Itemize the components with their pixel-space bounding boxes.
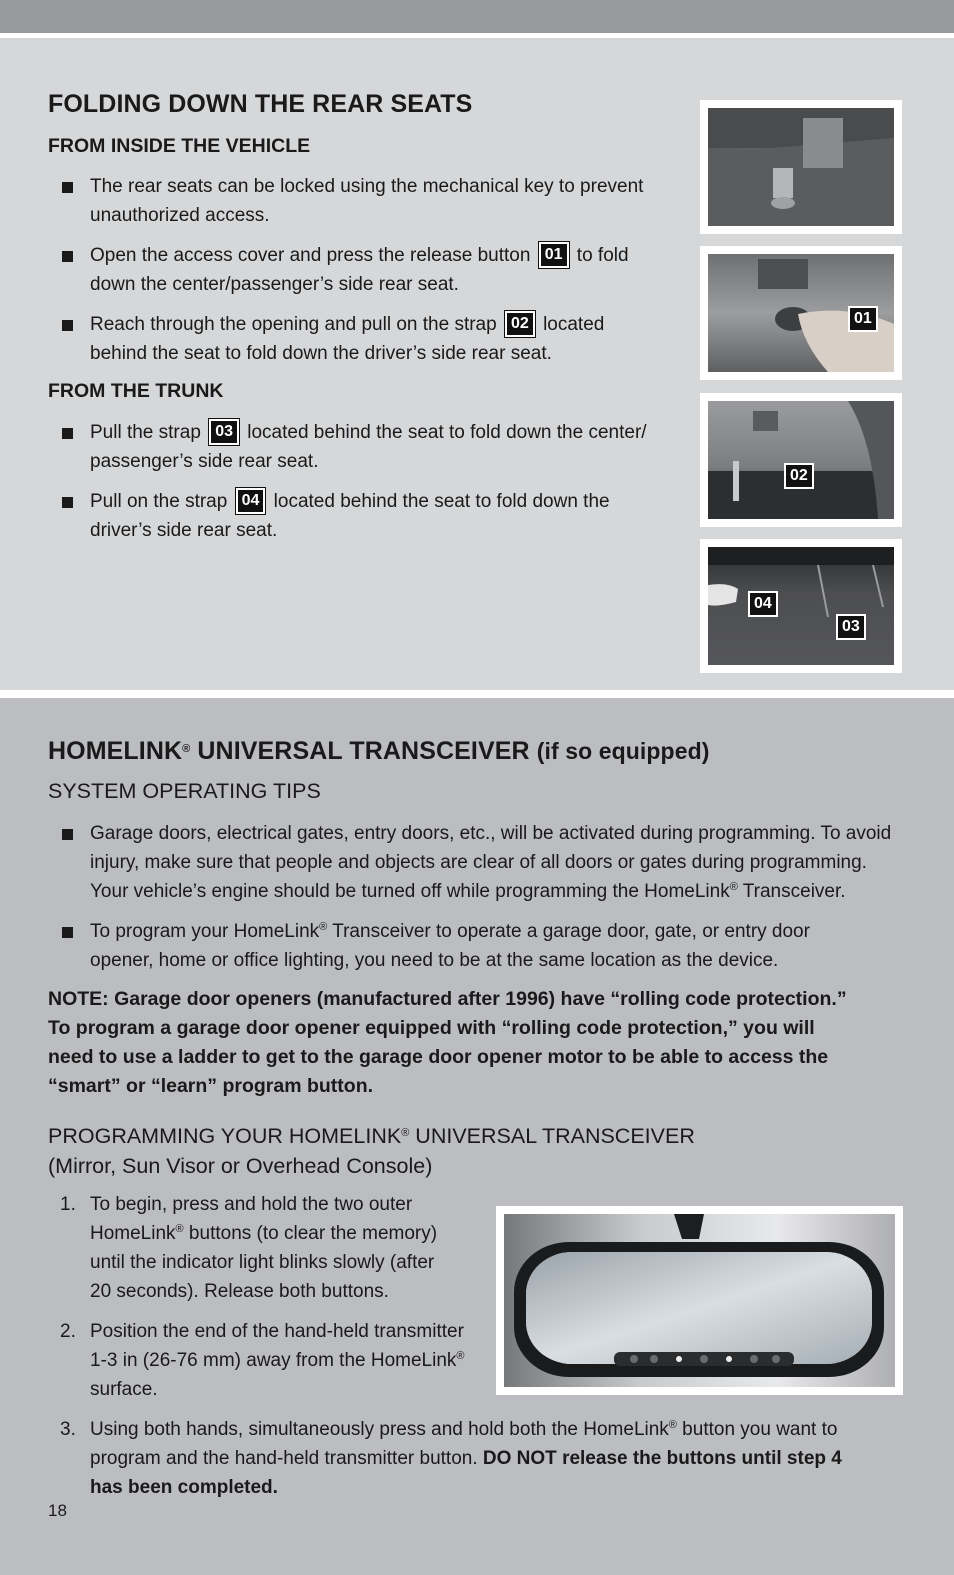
bullet-text: The rear seats can be locked using the mechanical key to prevent unauthorized access. bbox=[90, 176, 644, 226]
photo-release-button bbox=[700, 246, 902, 380]
photo-strap-02 bbox=[700, 393, 902, 527]
step-number: 2. bbox=[60, 1321, 76, 1342]
section-title-rear-seats: FOLDING DOWN THE REAR SEATS bbox=[48, 90, 473, 118]
section-title-homelink: HOMELINK® UNIVERSAL TRANSCEIVER (if so equipped) bbox=[48, 737, 710, 765]
bullet-marker bbox=[62, 320, 73, 331]
bullet-marker bbox=[62, 182, 73, 193]
photo-callout-02: 02 bbox=[784, 463, 814, 489]
bullet-marker bbox=[62, 428, 73, 439]
note-rolling-code: NOTE: Garage door openers (manufactured after 1996) have “rolling code protection.” To program a garage door opener equipped with “rolling code protection,” you will need to use a ladder to get to the garage door opener motor to be able to access the “smart” or “learn” program button. bbox=[48, 988, 847, 1097]
step-text: Using both hands, simultaneously press and hold both the HomeLink® button you want to program and the hand-held transmitter button. DO NOT release the buttons until step 4 has been completed. bbox=[90, 1419, 842, 1498]
photo-rearview-mirror bbox=[496, 1206, 903, 1395]
bullet-text: Pull the strap 03 located behind the seat to fold down the center/ passenger’s side rear seat. bbox=[90, 418, 647, 476]
bullet-text: Pull on the strap 04 located behind the seat to fold down the driver’s side rear seat. bbox=[90, 487, 610, 545]
subheading-inside-vehicle: FROM INSIDE THE VEHICLE bbox=[48, 135, 311, 157]
callout-badge-01: 01 bbox=[539, 242, 569, 268]
photo-trunk-straps bbox=[700, 539, 902, 673]
callout-badge-02: 02 bbox=[505, 311, 535, 337]
subheading-operating-tips: SYSTEM OPERATING TIPS bbox=[48, 779, 321, 803]
bullet-text: Garage doors, electrical gates, entry doors, etc., will be activated during programming. To avoid injury, make sure that people and objects are clear of all doors or gates during programming. Your vehicle’s engine should be turned off while programming the HomeLink® Transceiver. bbox=[90, 823, 892, 902]
step-number: 1. bbox=[60, 1194, 76, 1215]
divider bbox=[0, 690, 954, 698]
page-number: 18 bbox=[48, 1501, 67, 1520]
step-number: 3. bbox=[60, 1419, 76, 1440]
bullet-text: Open the access cover and press the release button 01 to fold down the center/passenger’s side rear seat. bbox=[90, 241, 629, 299]
bullet-marker bbox=[62, 927, 73, 938]
bullet-text: Reach through the opening and pull on the strap 02 located behind the seat to fold down the driver’s side rear seat. bbox=[90, 310, 604, 368]
seat-lock-illustration bbox=[708, 108, 894, 226]
subheading-from-trunk: FROM THE TRUNK bbox=[48, 380, 224, 402]
bullet-text: To program your HomeLink® Transceiver to operate a garage door, gate, or entry door opener, home or office lighting, you need to be at the same location as the device. bbox=[90, 921, 810, 971]
mirror-illustration bbox=[504, 1214, 895, 1387]
photo-callout-04: 04 bbox=[748, 591, 778, 617]
trunk-straps-illustration bbox=[708, 547, 894, 665]
subheading-programming: PROGRAMMING YOUR HOMELINK® UNIVERSAL TRANSCEIVER (Mirror, Sun Visor or Overhead Console) bbox=[48, 1124, 695, 1178]
step-text: To begin, press and hold the two outer HomeLink® buttons (to clear the memory) until the indicator light blinks slowly (after 20 seconds). Release both buttons. bbox=[90, 1194, 438, 1302]
bullet-marker bbox=[62, 497, 73, 508]
bullet-marker bbox=[62, 251, 73, 262]
photo-callout-03: 03 bbox=[836, 614, 866, 640]
step-text: Position the end of the hand-held transmitter 1-3 in (26-76 mm) away from the HomeLink® surface. bbox=[90, 1321, 465, 1400]
photo-callout-01: 01 bbox=[848, 306, 878, 332]
strap-02-illustration bbox=[708, 401, 894, 519]
callout-badge-04: 04 bbox=[236, 488, 266, 514]
top-band bbox=[0, 0, 954, 33]
photo-seat-lock bbox=[700, 100, 902, 234]
callout-badge-03: 03 bbox=[209, 419, 239, 445]
bullet-marker bbox=[62, 829, 73, 840]
